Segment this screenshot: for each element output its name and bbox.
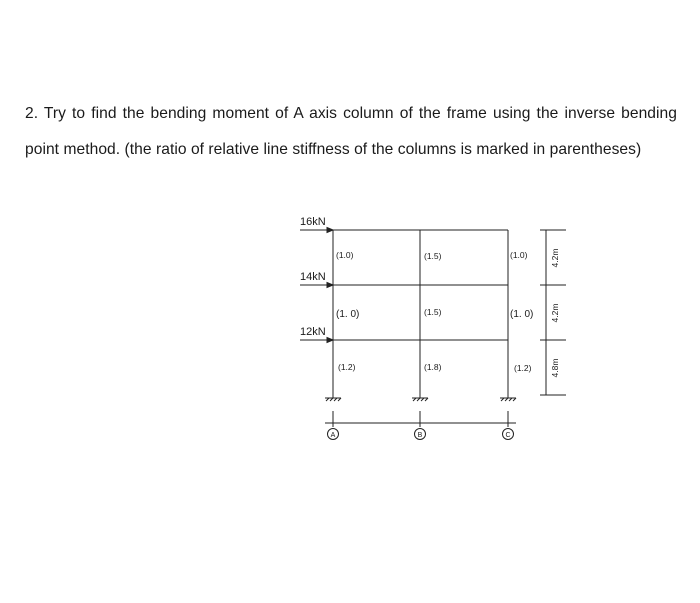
load-arrow-third — [300, 283, 333, 288]
axis-label-b: B — [417, 432, 423, 439]
story-height-top: 4.2m — [550, 248, 560, 268]
load-label-third: 14kN — [300, 271, 326, 283]
load-arrow-second — [300, 338, 333, 343]
stiffness-top-c: (1.0) — [510, 250, 528, 260]
axis-bubble-b — [415, 429, 426, 440]
story-height-middle: 4.2m — [550, 303, 560, 323]
stiffness-middle-b: (1.5) — [424, 307, 442, 317]
story-height-bottom: 4.8m — [550, 358, 560, 378]
load-arrow-roof — [300, 228, 333, 233]
load-label-second: 12kN — [300, 326, 326, 338]
question-text: 2. Try to find the bending moment of A axis column of the frame using the inverse bending point method. (the ratio of relative line stiffness of the columns is marked in parentheses) — [25, 105, 677, 158]
stiffness-top-a: (1.0) — [336, 250, 354, 260]
stiffness-bottom-a: (1.2) — [338, 362, 356, 372]
axis-label-c: C — [505, 432, 511, 439]
axis-bubble-a — [328, 429, 339, 440]
axis-bubble-c — [503, 429, 514, 440]
stiffness-top-b: (1.5) — [424, 251, 442, 261]
axis-line — [325, 411, 516, 427]
fixed-supports — [325, 398, 516, 401]
load-label-roof: 16kN — [300, 216, 326, 228]
stiffness-bottom-b: (1.8) — [424, 362, 442, 372]
stiffness-middle-c: (1. 0) — [510, 309, 534, 320]
stiffness-bottom-c: (1.2) — [514, 363, 532, 373]
stiffness-middle-a: (1. 0) — [336, 309, 360, 320]
axis-label-a: A — [330, 432, 336, 439]
